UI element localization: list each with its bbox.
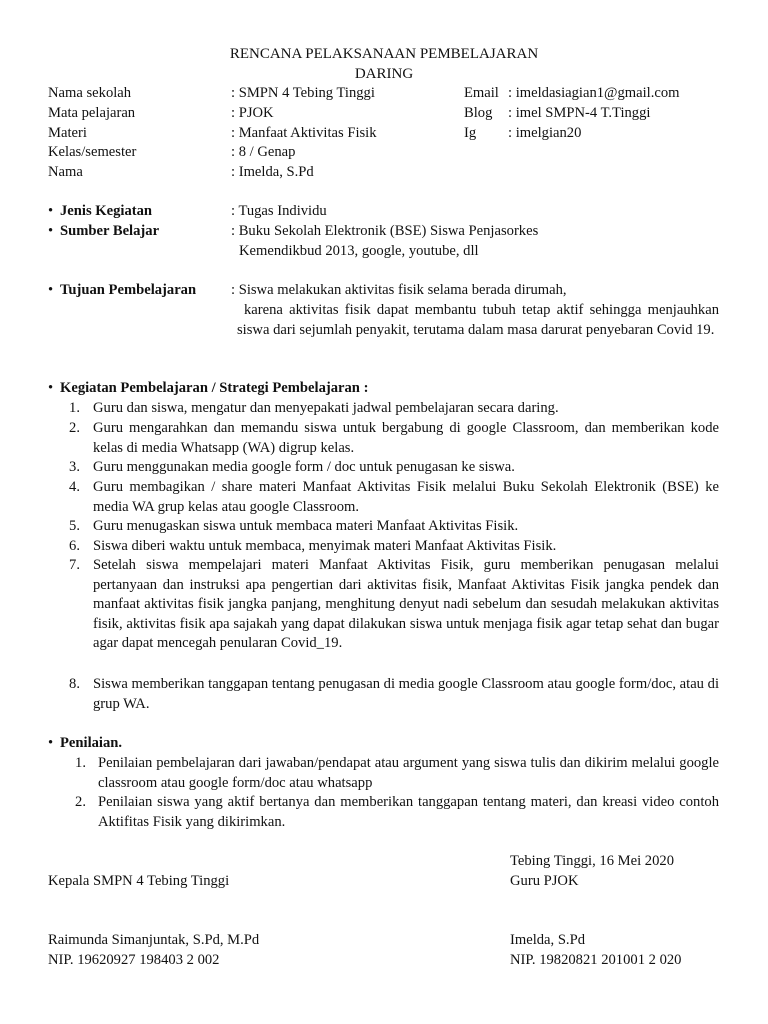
document-subtitle: DARING (354, 66, 414, 82)
contact-label: Blog (464, 105, 493, 121)
bullet-marker: • (48, 282, 54, 298)
list-item: Guru menggunakan media google form / doc untuk penugasan ke siswa. (93, 459, 515, 475)
list-number: 3. (69, 459, 80, 475)
bullet-marker: • (48, 380, 54, 396)
list-item: Penilaian siswa yang aktif bertanya dan memberikan tanggapan tentang materi, dan kreasi video contoh Aktifitas Fisik yang dikirimkan. (98, 794, 719, 830)
contact-label: Ig (464, 125, 477, 141)
list-item: Guru mengarahkan dan memandu siswa untuk bergabung di google Classroom, dan memberikan kode kelas di media Whatsapp (WA) digrup kelas. (93, 420, 719, 456)
penilaian-heading: Penilaian. (60, 735, 123, 751)
list-number: 2. (75, 794, 86, 810)
list-item: Guru membagikan / share materi Manfaat Aktivitas Fisik melalui Buku Sekolah Elektronik (BSE) ke media WA grup kelas atau google Classroom. (93, 479, 719, 515)
sumber-belajar-value: : Buku Sekolah Elektronik (BSE) Siswa Penjasorkes (231, 223, 539, 239)
identity-value: : 8 / Genap (231, 144, 296, 160)
identity-label: Nama (48, 164, 83, 180)
identity-label: Materi (48, 125, 87, 141)
contact-value: : imel SMPN-4 T.Tinggi (508, 105, 651, 121)
identity-value: : PJOK (231, 105, 274, 121)
list-item: Guru dan siswa, mengatur dan menyepakati jadwal pembelajaran secara daring. (93, 400, 559, 416)
list-item: Setelah siswa mempelajari materi Manfaat Aktivitas Fisik, guru memberikan penugasan melalui pertanyaan dan instruksi apa pengertian dari aktivitas fisik, Manfaat Aktivitas Fisik jangka pendek dan manfaat aktivitas fisik jangka panjang, menghitung denyut nadi sebelum dan sesudah melakukan aktivitas fisik, aktivitas fisik apa sajakah yang dapat dilakukan siswa untuk menjaga fisik agar tetap sehat dan bugar agar dapat mencegah penularan Covid_19. (93, 557, 719, 652)
list-number: 6. (69, 538, 80, 554)
list-number: 4. (69, 479, 80, 495)
list-number: 5. (69, 518, 80, 534)
teacher-nip: NIP. 19820821 201001 2 020 (510, 952, 682, 968)
sumber-belajar-value-cont: Kemendikbud 2013, google, youtube, dll (239, 243, 479, 259)
document-title: RENCANA PELAKSANAAN PEMBELAJARAN (229, 46, 539, 62)
teacher-role: Guru PJOK (510, 873, 579, 889)
list-number: 8. (69, 676, 80, 692)
bullet-marker: • (48, 223, 54, 239)
identity-value: : Manfaat Aktivitas Fisik (231, 125, 377, 141)
tujuan-label: Tujuan Pembelajaran (60, 282, 197, 298)
jenis-kegiatan-value: : Tugas Individu (231, 203, 327, 219)
list-item: Penilaian pembelajaran dari jawaban/pendapat atau argument yang siswa tulis dan dikirim melalui google classroom atau google form/doc atau whatsapp (98, 755, 719, 791)
principal-name: Raimunda Simanjuntak, S.Pd, M.Pd (48, 932, 260, 948)
tujuan-paragraph: karena aktivitas fisik dapat membantu tubuh tetap aktif sehingga menjauhkan siswa dari sejumlah penyakit, terutama dalam masa darurat penyebaran Covid 19. (237, 302, 719, 338)
list-number: 1. (75, 755, 86, 771)
identity-value: : Imelda, S.Pd (231, 164, 314, 180)
list-item: Siswa memberikan tanggapan tentang penugasan di media google Classroom atau google form/doc, atau di grup WA. (93, 676, 719, 712)
place-date: Tebing Tinggi, 16 Mei 2020 (510, 853, 674, 869)
list-item: Guru menugaskan siswa untuk membaca materi Manfaat Aktivitas Fisik. (93, 518, 519, 534)
list-number: 2. (69, 420, 80, 436)
identity-value: : SMPN 4 Tebing Tinggi (231, 85, 375, 101)
list-number: 7. (69, 557, 80, 573)
bullet-marker: • (48, 203, 54, 219)
sumber-belajar-label: Sumber Belajar (60, 223, 160, 239)
jenis-kegiatan-label: Jenis Kegiatan (60, 203, 153, 219)
contact-label: Email (464, 85, 499, 101)
principal-nip: NIP. 19620927 198403 2 002 (48, 952, 220, 968)
identity-label: Mata pelajaran (48, 105, 136, 121)
identity-label: Kelas/semester (48, 144, 137, 160)
principal-role: Kepala SMPN 4 Tebing Tinggi (48, 873, 230, 889)
teacher-name: Imelda, S.Pd (510, 932, 585, 948)
list-item: Siswa diberi waktu untuk membaca, menyimak materi Manfaat Aktivitas Fisik. (93, 538, 557, 554)
bullet-marker: • (48, 735, 54, 751)
list-number: 1. (69, 400, 80, 416)
contact-value: : imeldasiagian1@gmail.com (508, 85, 680, 101)
tujuan-first-line: : Siswa melakukan aktivitas fisik selama berada dirumah, (231, 282, 567, 298)
contact-value: : imelgian20 (508, 125, 582, 141)
kegiatan-heading: Kegiatan Pembelajaran / Strategi Pembelajaran : (60, 380, 369, 396)
identity-label: Nama sekolah (48, 85, 132, 101)
